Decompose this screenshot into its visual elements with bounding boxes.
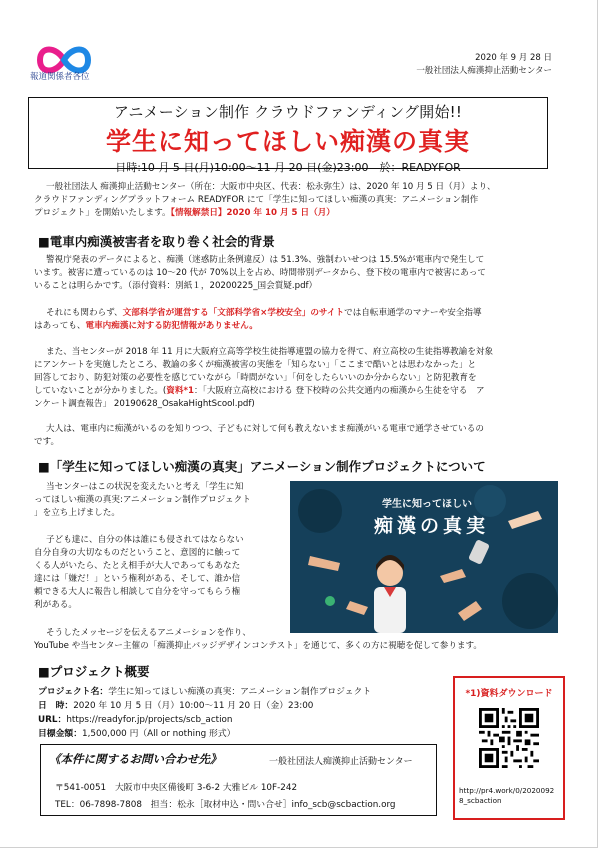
overview-row [38, 713, 448, 727]
text-line: 頼できる大人に報告し相談して自分を守ってもらう権 [34, 587, 241, 597]
project-paragraph-1 [34, 481, 286, 520]
text-line [46, 307, 566, 320]
overview-value: 学生に知ってほしい痴漢の真実：アニメーション制作プロジェクト [108, 687, 372, 697]
visual-caption-small: 学生に知ってほしい [382, 499, 472, 510]
qr-title: *1)資料ダウンロード [465, 689, 553, 699]
text-line [34, 385, 566, 398]
text-line: にアンケートを実施したところ、教諭の多くが痴漢被害の実態を「知らない」「ここまで酷いとは思わなかった」と [34, 360, 477, 370]
background-paragraph-2 [34, 307, 566, 333]
overview-label: 日 時： [38, 701, 74, 711]
text-span: していないことが分かりました。( [34, 386, 167, 396]
text-line: 当センターはこの状況を変えたいと考え「学生に知 [46, 482, 244, 492]
overview-value: 1,500,000 円（All or nothing 形式） [82, 729, 236, 739]
text-span: では自転車通学のマナーや安全指導 [344, 308, 482, 318]
text-line: いることは明らかです。（添付資料：別紙１，20200225_国会質疑.pdf） [34, 281, 318, 291]
background-paragraph-4 [34, 423, 566, 449]
contact-phone-email[interactable]: TEL：06-7898-7808 担当：松永［取材申込・問い合せ］info_scb@scbaction.org [55, 800, 396, 810]
intro-line: 一般社団法人 痴漢抑止活動センター（所在：大阪市中央区、代表：松永弥生）は、2020 年 10 月 5 日（月）より、 [46, 182, 496, 192]
text-span: ：「大阪府立高校における 登下校時の公共交通内の痴漢から生徒を守る ア [193, 386, 485, 396]
title-box [28, 97, 548, 174]
text-line: 利がある。 [34, 600, 77, 610]
section-heading-background: ■電車内痴漢被害者を取り巻く社会的背景 [38, 234, 275, 249]
highlight-text: 文部科学省が運営する「文部科学省×学校安全」のサイト [122, 308, 345, 318]
overview-value: 2020 年 10 月 5 日（月）10:00～11 月 20 日（金）23:00 [73, 701, 314, 711]
project-overview [38, 685, 448, 741]
overview-row [38, 727, 448, 741]
overview-label: URL： [38, 715, 67, 725]
text-line: 自分自身の大切なものだということ、意図的に触って [34, 548, 241, 558]
text-line: 達には「嫌だ！」という権利がある、そして、誰か信 [34, 574, 241, 584]
highlight-text: 資料*1 [166, 386, 194, 396]
contact-box [40, 744, 437, 816]
date-block [416, 52, 552, 78]
intro-line: クラウドファンディングプラットフォーム READYFOR にて「学生に知ってほしい痴漢の真実：アニメーション制作 [34, 195, 479, 205]
section-heading-overview: ■プロジェクト概要 [38, 664, 150, 679]
title-subtitle: アニメーション制作 クラウドファンディング開始!! [113, 103, 463, 121]
text-line: そうしたメッセージを伝えるアニメーションを作り、 [46, 628, 251, 638]
highlight-text: 電車内痴漢に対する防犯情報がありません。 [85, 321, 258, 331]
project-url-link[interactable]: https://readyfor.jp/projects/scb_action [66, 715, 233, 725]
overview-row [38, 699, 448, 713]
release-date: 【情報解禁日】2020 年 10 月 5 日（月） [170, 208, 335, 218]
text-line: くる人がいたら、たとえ相手が大人であってもあなた [34, 561, 241, 571]
contact-address: 〒541-0051 大阪市中央区備後町 3-6-2 大雅ビル 10F-242 [55, 783, 298, 793]
text-line: 大人は、電車内に痴漢がいるのを知りつつ、子どもに対して何も教えないまま痴漢がいる電車で通学させているの [46, 424, 484, 434]
issuer-organization: 一般社団法人痴漢抑止活動センター [416, 66, 552, 76]
text-line: 」を立ち上げました。 [34, 508, 120, 518]
intro-paragraph [34, 181, 566, 220]
text-line: です。 [34, 437, 60, 447]
section-heading-project: ■「学生に知ってほしい痴漢の真実」アニメーション制作プロジェクトについて [38, 459, 486, 474]
intro-line [34, 207, 566, 220]
intro-text: プロジェクト」を開始いたします。 [34, 208, 171, 218]
text-line [34, 320, 566, 333]
title-schedule: 日時:10 月 5 日(月)10:00～11 月 20 日(金)23:00 於：READYFOR [115, 161, 461, 174]
visual-caption-large: 痴漢の真実 [374, 515, 490, 537]
qr-url[interactable] [459, 786, 554, 806]
contact-title: 《本件に関するお問い合わせ先》 [49, 752, 222, 766]
text-line: ってほしい痴漢の真実:アニメーション制作プロジェクト [34, 495, 251, 505]
contact-organization: 一般社団法人痴漢抑止活動センター [269, 757, 413, 767]
qr-download-box [453, 676, 565, 820]
logo-caption: 報道関係者各位 [30, 72, 90, 82]
background-paragraph-3 [34, 346, 566, 411]
text-span: それにも関わらず、 [46, 308, 123, 318]
qr-code-icon[interactable] [479, 708, 539, 768]
text-line: 子ども達に、自分の体は誰にも侵されてはならない [46, 535, 244, 545]
overview-row [38, 685, 448, 699]
animation-key-visual [290, 481, 558, 633]
qr-url-line: http://pr4.work/0/2020092 [459, 786, 555, 795]
qr-url-line: 8_scbaction [459, 796, 502, 805]
title-main: 学生に知ってほしい痴漢の真実 [105, 127, 470, 156]
text-line: 警視庁発表のデータによると、痴漢（迷惑防止条例違反）は 51.3%、強制わいせつは 15.5%が電車内で発生して [46, 255, 485, 265]
text-line: YouTube や当センター主催の「痴漢抑止バッジデザインコンテスト」を通じて、多くの方に視聴を促して参ります。 [34, 641, 483, 651]
overview-label: 目標金額： [38, 729, 82, 739]
text-line: います。被害に遭っているのは 10～20 代が 70%以上を占め、時間帯別データから、登下校の電車内で被害にあって [34, 268, 486, 278]
text-span: はあっても、 [34, 321, 86, 331]
text-line: また、当センターが 2018 年 11 月に大阪府立高等学校生徒指導連盟の協力を得て、府立高校の生徒指導教諭を対象 [46, 347, 494, 357]
issue-date: 2020 年 9 月 28 日 [475, 53, 552, 63]
overview-label: プロジェクト名： [38, 687, 109, 697]
background-paragraph-1 [34, 254, 566, 293]
project-paragraph-2 [34, 534, 286, 612]
text-line: ンケート調査報告」 20190628_OsakaHightScool.pdf) [34, 399, 255, 409]
text-line: 回答しており、防犯対策の必要性を感じていながら「時間がない」「何をしたらいいのか分からない」と防犯教育を [34, 373, 477, 383]
